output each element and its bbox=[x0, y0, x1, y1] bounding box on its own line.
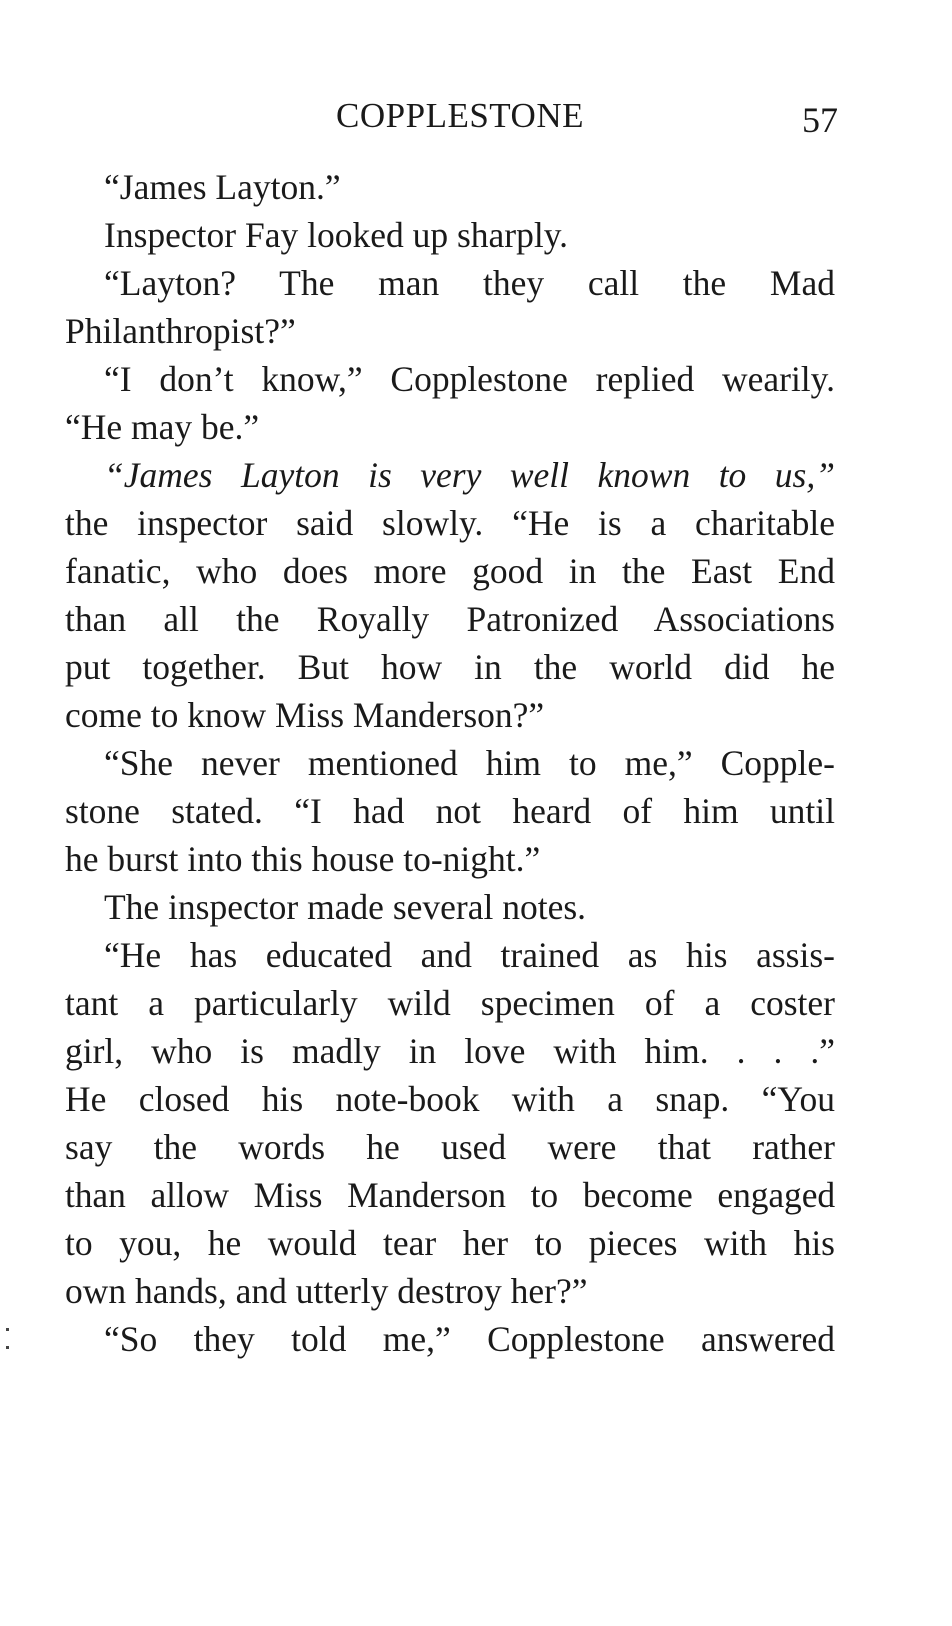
text-line: Philanthropist?” bbox=[65, 311, 296, 351]
text-line: fanatic, who does more good in the East End bbox=[65, 551, 835, 591]
text-line: tant a particularly wild specimen of a coster bbox=[65, 983, 835, 1023]
margin-speck bbox=[6, 1346, 9, 1349]
text-line: the inspector said slowly. “He is a charitable bbox=[65, 503, 835, 543]
text-line: Inspector Fay looked up sharply. bbox=[104, 215, 569, 255]
margin-speck bbox=[6, 1328, 9, 1331]
text-line: He closed his note-book with a snap. “You bbox=[65, 1079, 835, 1119]
text-line: girl, who is madly in love with him. . . .” bbox=[65, 1031, 835, 1071]
running-title: COPPLESTONE bbox=[336, 96, 584, 135]
text-line: “So they told me,” Copplestone answered bbox=[104, 1319, 835, 1359]
text-line: “James Layton.” bbox=[104, 167, 341, 207]
text-line: put together. But how in the world did he bbox=[65, 647, 835, 687]
page-number: 57 bbox=[802, 100, 838, 140]
text-line: say the words he used were that rather bbox=[65, 1127, 835, 1167]
text-line: stone stated. “I had not heard of him until bbox=[65, 791, 835, 831]
text-line: come to know Miss Manderson?” bbox=[65, 695, 545, 735]
text-line: to you, he would tear her to pieces with his bbox=[65, 1223, 835, 1263]
text-line: “James Layton is very well known to us,” bbox=[104, 455, 835, 495]
text-line: “Layton? The man they call the Mad bbox=[104, 263, 835, 303]
text-line: “He has educated and trained as his assis- bbox=[104, 935, 835, 975]
text-line: The inspector made several notes. bbox=[104, 887, 587, 927]
text-line: “I don’t know,” Copplestone replied wearily. bbox=[104, 359, 835, 399]
text-line: than allow Miss Manderson to become engaged bbox=[65, 1175, 835, 1215]
text-line: “She never mentioned him to me,” Copple- bbox=[104, 743, 835, 783]
text-line: own hands, and utterly destroy her?” bbox=[65, 1271, 588, 1311]
text-line: “He may be.” bbox=[65, 407, 260, 447]
text-line: than all the Royally Patronized Associations bbox=[65, 599, 835, 639]
text-line: he burst into this house to-night.” bbox=[65, 839, 541, 879]
